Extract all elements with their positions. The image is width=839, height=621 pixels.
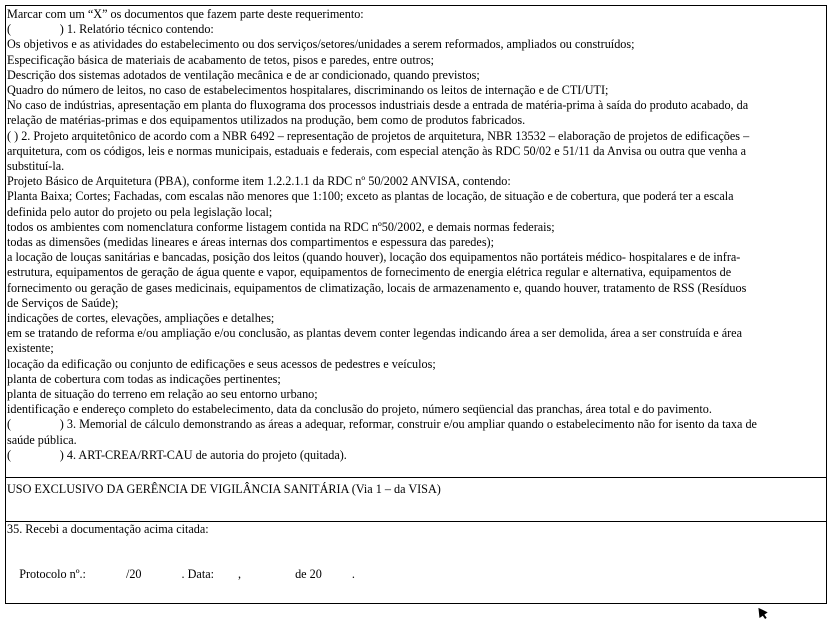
requirement-line: todos os ambientes com nomenclatura conforme listagem contida na RDC nº50/2002, e demais normas federais; [7,219,555,234]
protocol-line [7,552,824,598]
requirement-line: Especificação básica de materiais de acabamento de tetos, pisos e paredes, entre outros; [7,52,435,67]
requirement-line: Descrição dos sistemas adotados de ventilação mecânica e de ar condicionado, quando previstos; [7,67,480,82]
date-of-year: de 20 [295,567,322,582]
requirement-line: substituí-la. [7,159,65,173]
requirement-line: ( ) 3. Memorial de cálculo demonstrando as áreas a adequar, reformar, construir e/ou ampliar quando o estabelecimento não for isento da taxa de [7,417,757,432]
receipt-section [5,521,827,604]
requirement-line: todas as dimensões (medidas lineares e áreas internas dos compartimentos e espessura das paredes); [7,235,495,249]
requirement-line: de Serviços de Saúde); [7,295,119,310]
requirement-line: Os objetivos e as atividades do estabelecimento ou dos serviços/setores/unidades a serem reformados, ampliados ou construídos; [7,37,635,52]
requirement-line: Quadro do número de leitos, no caso de estabelecimentos hospitalares, discriminando os leitos de internação e de CTI/UTI; [7,83,609,97]
requirement-line: a locação de louças sanitárias e bancadas, posição dos leitos (quando houver), locação dos equipamentos não portáteis médico- hospitalares e de infra- [7,250,741,265]
requirement-line: planta de situação do terreno em relação ao seu entorno urbano; [7,387,318,401]
mouse-cursor-icon [754,605,767,618]
visa-exclusive-section [5,477,827,522]
requirement-line: identificação e endereço completo do estabelecimento, data da conclusão do projeto, número seqüencial das pranchas, área total e do pavimento. [7,402,712,417]
requirement-line: No caso de indústrias, apresentação em planta do fluxograma dos processos industriais desde a entrada de matéria-prima à saída do produto acabado, da [7,98,749,113]
requirement-line: relação de matérias-primas e dos equipamentos utilizados na produção, bem como de produtos fabricados. [7,113,526,128]
requirement-line: definida pelo autor do projeto ou pela legislação local; [7,204,273,219]
date-comma: , [238,567,242,582]
requirement-line: indicações de cortes, elevações, ampliações e detalhes; [7,311,275,325]
requirement-line: ( ) 1. Relatório técnico contendo: [7,22,214,37]
requirement-line: ( ) 2. Projeto arquitetônico de acordo com a NBR 6492 – representação de projetos de arquitetura, NBR 13532 – elaboração de projetos de edificações – [7,128,750,143]
requirement-line: saúde pública. [7,432,77,447]
requirement-line: estrutura, equipamentos de geração de água quente e vapor, equipamentos de fornecimento de energia elétrica regular e alternativa, equipamentos de [7,265,732,280]
requirement-line: em se tratando de reforma e/ou ampliação e/ou conclusão, as plantas devem conter legendas indicando área a ser demolida, área a ser construída e área [7,326,742,341]
requirement-line: locação da edificação ou conjunto de edificações e seus acessos de pedestres e veículos; [7,356,436,371]
requirements-section [5,5,827,478]
visa-title: USO EXCLUSIVO DA GERÊNCIA DE VIGILÂNCIA SANITÁRIA (Via 1 – da VISA) [7,482,441,496]
requirement-line: existente; [7,341,54,356]
requirement-line: ( ) 4. ART-CREA/RRT-CAU de autoria do projeto (quitada). [7,447,347,462]
protocol-label: Protocolo nº.: [19,567,86,582]
requirement-line: Projeto Básico de Arquitetura (PBA), conforme item 1.2.2.1.1 da RDC nº 50/2002 ANVISA, contendo: [7,174,511,189]
requirement-line: Planta Baixa; Cortes; Fachadas, com escalas não menores que 1:100; exceto as plantas de locação, de situação e de cobertura, que poderá ter a escala [7,189,734,204]
receipt-statement: 35. Recebi a documentação acima citada: [7,522,209,536]
protocol-year-prefix: /20 [125,567,142,582]
requirement-line: fornecimento ou geração de gases medicinais, equipamentos de climatização, locais de armazenamento e, quando houver, tratamento de RSS (Resíduos [7,280,747,295]
date-label: . Data: [181,567,215,582]
requirement-line: arquitetura, com os códigos, leis e normas municipais, estaduais e federais, com especial atenção às RDC 50/02 e 51/11 da Anvisa ou outra que venha a [7,143,747,158]
requirement-line: planta de cobertura com todas as indicações pertinentes; [7,371,281,386]
date-end: . [351,567,355,582]
requirement-line: Marcar com um “X” os documentos que fazem parte deste requerimento: [7,7,364,21]
